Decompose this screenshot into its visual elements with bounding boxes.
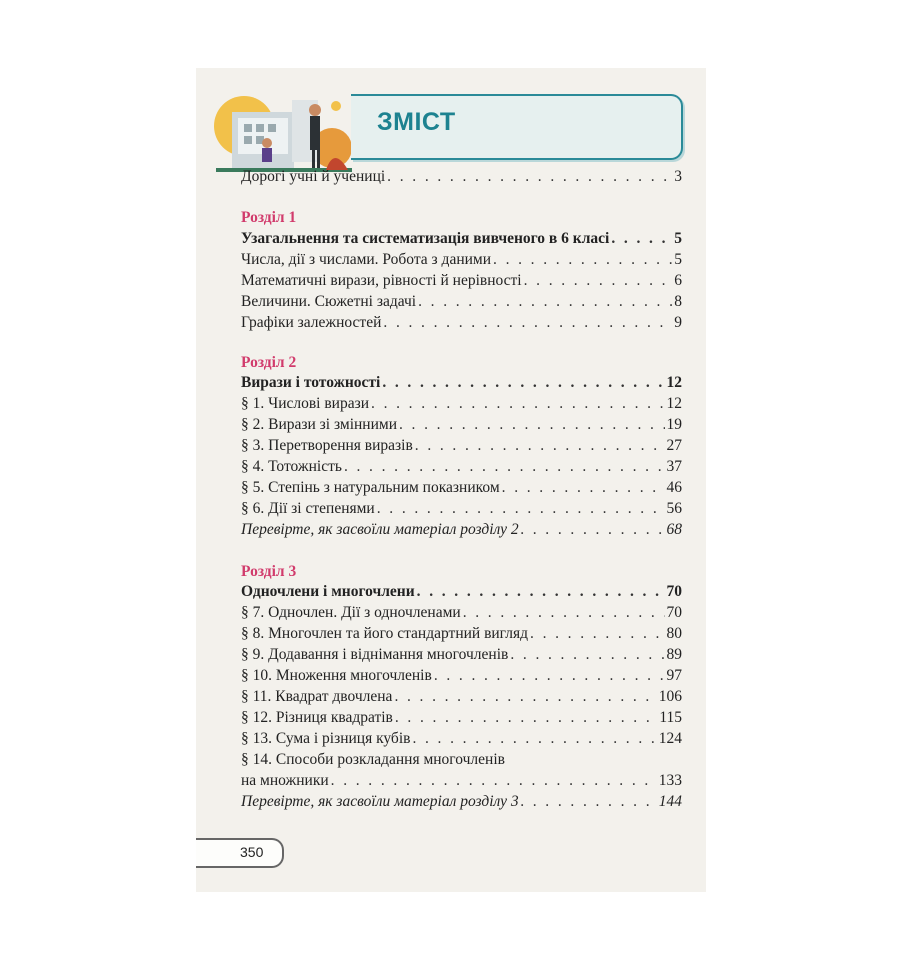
section-heading: Розділ 2	[241, 354, 297, 371]
toc-entry-page: 27	[666, 437, 682, 454]
dot-leader	[521, 521, 665, 539]
toc-entry-title: § 13. Сума і різниця кубів	[241, 730, 411, 747]
page-title: ЗМІСТ	[377, 108, 456, 136]
dot-leader	[521, 793, 657, 811]
toc-entry-page: 3	[674, 168, 682, 185]
toc-entry-page: 46	[666, 479, 682, 496]
dot-leader	[399, 416, 665, 434]
section-heading: Розділ 3	[241, 563, 297, 580]
toc-entry[interactable]	[241, 646, 682, 666]
toc-entry[interactable]	[241, 625, 682, 645]
dot-leader	[377, 500, 665, 518]
toc-entry[interactable]	[241, 458, 682, 478]
toc-entry-title: § 9. Додавання і віднімання многочленів	[241, 646, 509, 663]
toc-entry-title: § 6. Дії зі степенями	[241, 500, 375, 517]
toc-entry[interactable]	[241, 251, 682, 271]
toc-entry-page: 9	[674, 314, 682, 331]
dot-leader	[434, 667, 665, 685]
toc-entry-title: § 2. Вирази зі змінними	[241, 416, 397, 433]
toc-entry-title: Вирази і тотожності	[241, 374, 381, 391]
dot-leader	[344, 458, 665, 476]
toc-entry-title: § 5. Степінь з натуральним показником	[241, 479, 500, 496]
toc-entry-page: 97	[666, 667, 682, 684]
toc-entry[interactable]	[241, 793, 682, 813]
toc-entry-title: Величини. Сюжетні задачі	[241, 293, 417, 310]
toc-entry-page: 70	[666, 604, 682, 621]
toc-entry-title: § 3. Перетворення виразів	[241, 437, 413, 454]
toc-entry[interactable]	[241, 272, 682, 292]
toc-entry-title: § 12. Різниця квадратів	[241, 709, 393, 726]
dot-leader	[530, 625, 664, 643]
toc-entry[interactable]	[241, 416, 682, 436]
toc-entry-title: Дорогі учні й учениці	[241, 168, 386, 185]
toc-entry-page: 37	[666, 458, 682, 475]
toc-entry[interactable]	[241, 583, 682, 603]
toc-entry-title: § 4. Тотожність	[241, 458, 342, 475]
toc-entry[interactable]	[241, 709, 682, 729]
toc-entry[interactable]	[241, 521, 682, 541]
dot-leader	[394, 688, 656, 706]
book-page	[196, 68, 706, 892]
toc-entry-title: Математичні вирази, рівності й нерівності	[241, 272, 522, 289]
toc-entry[interactable]	[241, 604, 682, 624]
toc-entry[interactable]	[241, 479, 682, 499]
dot-leader	[493, 251, 672, 269]
dot-leader	[418, 293, 672, 311]
toc-entry[interactable]	[241, 667, 682, 687]
toc-entry-title: § 10. Множення многочленів	[241, 667, 432, 684]
section-heading: Розділ 1	[241, 209, 297, 226]
dot-leader	[524, 272, 673, 290]
toc-entry-title: § 8. Многочлен та його стандартний вигляд	[241, 625, 529, 642]
toc-entry-page: 6	[674, 272, 682, 289]
toc-entry-title: Графіки залежностей	[241, 314, 382, 331]
toc-entry-title: § 7. Одночлен. Дії з одночленами	[241, 604, 461, 621]
toc-entry[interactable]	[241, 168, 682, 188]
toc-entry-title: Перевірте, як засвоїли матеріал розділу 2	[241, 521, 519, 538]
toc-entry-page: 12	[666, 395, 682, 412]
dot-leader	[382, 374, 664, 392]
toc-entry-title: на множники	[241, 772, 329, 789]
dot-leader	[383, 314, 672, 332]
toc-entry-title: Одночлени і многочлени	[241, 583, 415, 600]
toc-entry[interactable]	[241, 230, 682, 250]
classroom-illustration-icon	[214, 86, 354, 178]
toc-entry-page: 19	[666, 416, 682, 433]
toc-entry[interactable]	[241, 395, 682, 415]
dot-leader	[371, 395, 664, 413]
dot-leader	[463, 604, 665, 622]
toc-entry-page: 80	[666, 625, 682, 642]
page-number: 350	[240, 844, 264, 860]
toc-entry-title: Числа, дії з числами. Робота з даними	[241, 251, 492, 268]
dot-leader	[510, 646, 664, 664]
toc-entry-page: 68	[666, 521, 682, 538]
toc-entry[interactable]	[241, 314, 682, 334]
toc-entry[interactable]	[241, 730, 682, 750]
contents-title-box	[351, 94, 683, 160]
toc-entry-page: 106	[658, 688, 682, 705]
dot-leader	[611, 230, 672, 248]
page-number-tab	[196, 838, 284, 868]
toc-entry[interactable]	[241, 374, 682, 394]
toc-entry-page: 70	[666, 583, 682, 600]
dot-leader	[502, 479, 665, 497]
dot-leader	[395, 709, 657, 727]
toc-entry-title: Узагальнення та систематизація вивченого в 6 класі	[241, 230, 610, 247]
dot-leader	[331, 772, 657, 790]
toc-entry-page: 115	[659, 709, 682, 726]
toc-entry-page: 133	[658, 772, 682, 789]
dot-leader	[412, 730, 656, 748]
toc-entry-page: 56	[666, 500, 682, 517]
toc-entry-title[interactable]: § 14. Способи розкладання многочленів	[241, 751, 505, 768]
toc-entry-title: § 1. Числові вирази	[241, 395, 370, 412]
toc-entry-page: 12	[666, 374, 682, 391]
toc-entry-page: 89	[666, 646, 682, 663]
toc-entry-page: 124	[658, 730, 682, 747]
toc-entry-page: 5	[674, 251, 682, 268]
toc-entry[interactable]	[241, 688, 682, 708]
toc-entry[interactable]	[241, 437, 682, 457]
toc-entry[interactable]	[241, 293, 682, 313]
toc-entry-title: § 11. Квадрат двочлена	[241, 688, 393, 705]
toc-entry[interactable]	[241, 500, 682, 520]
toc-entry-page: 8	[674, 293, 682, 310]
toc-entry-page: 5	[674, 230, 682, 247]
toc-entry[interactable]	[241, 772, 682, 792]
dot-leader	[387, 168, 672, 186]
dot-leader	[415, 437, 665, 455]
toc-entry-title: Перевірте, як засвоїли матеріал розділу 3	[241, 793, 519, 810]
toc-entry-page: 144	[658, 793, 682, 810]
dot-leader	[417, 583, 665, 601]
